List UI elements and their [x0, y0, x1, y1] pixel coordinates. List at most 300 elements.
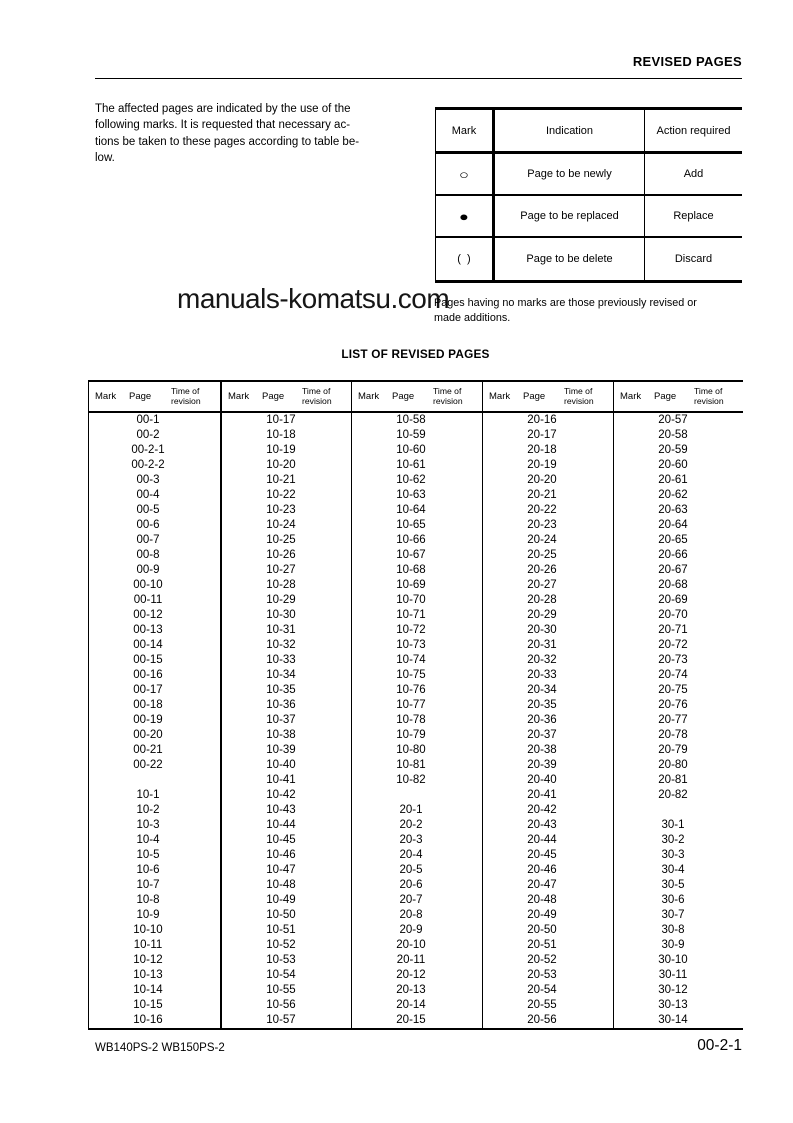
list-row — [352, 848, 482, 863]
page-number-cell: 10-23 — [266, 504, 296, 516]
page-number-cell: 20-59 — [658, 444, 688, 456]
page-number-cell: 00-9 — [136, 564, 160, 576]
page-number-cell: 10-39 — [266, 744, 296, 756]
list-row — [89, 968, 220, 983]
list-row — [89, 713, 220, 728]
list-row — [222, 878, 351, 893]
mark-column-header: Mark — [358, 391, 380, 402]
page-number-cell: 10-2 — [136, 804, 160, 816]
page-number-cell: 10-22 — [266, 489, 296, 501]
page-number-cell: 10-78 — [396, 714, 426, 726]
parentheses-mark: ( ) — [457, 253, 471, 265]
page-number-cell: 30-7 — [661, 909, 685, 921]
marks-legend-table — [435, 107, 742, 283]
mark-column-header: Mark — [95, 391, 117, 402]
page-number-cell: 30-11 — [658, 969, 688, 981]
list-row — [89, 563, 220, 578]
page-number-cell: 20-52 — [527, 954, 557, 966]
list-row — [352, 728, 482, 743]
page-number-cell: 10-75 — [396, 669, 426, 681]
list-row — [614, 503, 743, 518]
list-row — [614, 863, 743, 878]
list-row — [483, 818, 613, 833]
page-number-cell: 20-45 — [527, 849, 557, 861]
list-row — [614, 728, 743, 743]
list-row — [614, 668, 743, 683]
page-number-cell: 10-49 — [266, 894, 296, 906]
list-row — [483, 413, 613, 428]
list-row — [483, 728, 613, 743]
page-number-cell: 00-22 — [133, 759, 163, 771]
page-number-cell: 20-36 — [527, 714, 557, 726]
list-row — [352, 833, 482, 848]
list-rows — [352, 413, 482, 1028]
list-row — [222, 548, 351, 563]
marks-header-mark: Mark — [436, 110, 495, 151]
list-row — [614, 923, 743, 938]
page-number-cell: 20-70 — [658, 609, 688, 621]
list-row — [89, 548, 220, 563]
list-row — [614, 893, 743, 908]
page-number-cell: 10-18 — [266, 429, 296, 441]
list-row — [352, 608, 482, 623]
list-row — [483, 803, 613, 818]
page-number-cell: 10-31 — [266, 624, 296, 636]
page-number-cell: 20-18 — [527, 444, 557, 456]
list-row — [222, 848, 351, 863]
list-row — [352, 533, 482, 548]
page-number-cell: 20-22 — [527, 504, 557, 516]
list-row — [352, 968, 482, 983]
list-row — [352, 893, 482, 908]
page-number-cell: 20-58 — [658, 429, 688, 441]
page-number-cell: 30-8 — [661, 924, 685, 936]
page-number-cell: 30-12 — [658, 984, 688, 996]
page-number-cell: 20-11 — [396, 954, 426, 966]
page-number-cell: 10-66 — [396, 534, 426, 546]
page-number-cell: 00-4 — [136, 489, 160, 501]
list-row — [614, 938, 743, 953]
page-number-cell: 10-63 — [396, 489, 426, 501]
page-number-cell: 20-64 — [658, 519, 688, 531]
page-number-cell: 20-10 — [396, 939, 426, 951]
page-number-cell: 00-18 — [133, 699, 163, 711]
page-number-cell: 00-21 — [133, 744, 163, 756]
page-number-cell: 20-72 — [658, 639, 688, 651]
list-row — [483, 1013, 613, 1028]
page-number-cell: 10-6 — [136, 864, 160, 876]
page-number-cell: 10-16 — [133, 1014, 163, 1026]
page-number-cell: 10-69 — [396, 579, 426, 591]
list-row — [483, 563, 613, 578]
list-row — [483, 893, 613, 908]
page-number-cell: 20-32 — [527, 654, 557, 666]
note-line: Pages having no marks are those previously revised or — [434, 297, 697, 309]
page-number-cell: 20-43 — [527, 819, 557, 831]
list-row — [614, 908, 743, 923]
list-row — [222, 503, 351, 518]
page-number-cell: 20-77 — [658, 714, 688, 726]
note-line: made additions. — [434, 311, 511, 324]
page-number-cell: 30-9 — [661, 939, 685, 951]
page-number-cell: 10-30 — [266, 609, 296, 621]
list-column-group — [220, 382, 351, 1028]
page-number-cell: 20-2 — [399, 819, 423, 831]
page-number-cell: 20-44 — [527, 834, 557, 846]
list-row — [352, 953, 482, 968]
list-row — [222, 938, 351, 953]
list-row — [89, 443, 220, 458]
list-row — [89, 653, 220, 668]
page-number-cell: 20-26 — [527, 564, 557, 576]
list-row — [483, 458, 613, 473]
list-row — [222, 428, 351, 443]
page-number-cell: 10-11 — [133, 939, 163, 951]
page-number-cell: 20-40 — [527, 774, 557, 786]
list-row — [614, 1013, 743, 1028]
page-number-cell: 10-68 — [396, 564, 426, 576]
page-number-cell: 20-16 — [527, 414, 557, 426]
page-number-cell: 10-3 — [136, 819, 160, 831]
list-row — [483, 668, 613, 683]
page-number-cell: 20-41 — [527, 789, 557, 801]
page-number-cell: 10-47 — [266, 864, 296, 876]
page-number-cell: 00-17 — [133, 684, 163, 696]
list-row — [483, 968, 613, 983]
list-row — [352, 923, 482, 938]
list-row — [614, 968, 743, 983]
list-row — [222, 968, 351, 983]
model-codes: WB140PS-2 WB150PS-2 — [95, 1042, 225, 1054]
list-row — [222, 953, 351, 968]
page-number-cell: 20-57 — [658, 414, 688, 426]
list-row — [614, 653, 743, 668]
list-row — [614, 473, 743, 488]
list-row — [352, 788, 482, 803]
page-column-header: Page — [129, 391, 152, 402]
page-number-cell: 10-81 — [396, 759, 426, 771]
list-row — [222, 893, 351, 908]
list-row — [222, 923, 351, 938]
list-row — [352, 473, 482, 488]
list-row — [352, 998, 482, 1013]
list-row — [483, 878, 613, 893]
indication-text: Page to be replaced — [495, 196, 645, 236]
mark-column-header: Mark — [228, 391, 250, 402]
list-row — [352, 713, 482, 728]
page-number-cell: 10-40 — [266, 759, 296, 771]
list-row — [483, 623, 613, 638]
list-row — [483, 938, 613, 953]
page-number-cell: 10-41 — [266, 774, 296, 786]
page-number-cell: 20-81 — [658, 774, 688, 786]
page-number-cell: 00-19 — [133, 714, 163, 726]
list-row — [89, 773, 220, 788]
page-column-header: Page — [523, 391, 546, 402]
list-row — [89, 638, 220, 653]
list-row — [222, 698, 351, 713]
marks-header-action: Action required — [656, 124, 731, 137]
page-number-cell: 30-4 — [661, 864, 685, 876]
list-row — [89, 938, 220, 953]
page-number-cell: 20-79 — [658, 744, 688, 756]
list-row — [89, 728, 220, 743]
list-row — [352, 878, 482, 893]
page-number-cell: 20-12 — [396, 969, 426, 981]
page-number-cell: 10-26 — [266, 549, 296, 561]
list-row — [614, 803, 743, 818]
list-row — [352, 758, 482, 773]
list-row — [222, 473, 351, 488]
list-row — [222, 623, 351, 638]
list-row — [614, 563, 743, 578]
page-number-cell: 20-3 — [399, 834, 423, 846]
list-row — [222, 593, 351, 608]
page-number-cell: 10-60 — [396, 444, 426, 456]
page-number-cell: 10-48 — [266, 879, 296, 891]
list-row — [483, 788, 613, 803]
list-row — [352, 443, 482, 458]
page-number-cell: 10-61 — [396, 459, 426, 471]
page-number-cell: 10-10 — [133, 924, 163, 936]
page-number-cell: 10-4 — [136, 834, 160, 846]
page-number-cell: 20-54 — [527, 984, 557, 996]
page-number-cell: 10-76 — [396, 684, 426, 696]
list-row — [89, 518, 220, 533]
page-number-cell: 10-17 — [266, 414, 296, 426]
list-row — [222, 773, 351, 788]
page-number-cell: 00-3 — [136, 474, 160, 486]
list-row — [222, 668, 351, 683]
list-group-header — [483, 382, 613, 413]
filled-circle-icon: ● — [459, 208, 469, 224]
page-number-cell: 10-53 — [266, 954, 296, 966]
list-row — [614, 758, 743, 773]
page-number-cell: 10-71 — [396, 609, 426, 621]
page-number-cell: 20-19 — [527, 459, 557, 471]
page-number-cell: 10-28 — [266, 579, 296, 591]
list-row — [352, 548, 482, 563]
list-group-header — [222, 382, 351, 413]
list-column-group — [482, 382, 613, 1028]
page-number-cell: 20-21 — [527, 489, 557, 501]
list-row — [89, 683, 220, 698]
page-number-cell: 10-74 — [396, 654, 426, 666]
page-column-header: Page — [654, 391, 677, 402]
page-number-cell: 10-58 — [396, 414, 426, 426]
page-number-cell: 30-6 — [661, 894, 685, 906]
revised-pages-table — [88, 380, 743, 1030]
list-row — [352, 908, 482, 923]
marks-header-indication: Indication — [495, 110, 645, 151]
list-row — [483, 533, 613, 548]
list-row — [222, 818, 351, 833]
page-number-cell: 00-16 — [133, 669, 163, 681]
mark-column-header: Mark — [489, 391, 511, 402]
list-row — [222, 563, 351, 578]
list-row — [89, 848, 220, 863]
list-row — [614, 533, 743, 548]
page-number-cell: 10-33 — [266, 654, 296, 666]
page-number-cell: 10-21 — [266, 474, 296, 486]
page-number-cell: 20-29 — [527, 609, 557, 621]
list-row — [352, 683, 482, 698]
page-number-cell: 00-13 — [133, 624, 163, 636]
page-number-cell: 20-9 — [399, 924, 423, 936]
page-number-cell: 20-5 — [399, 864, 423, 876]
list-row — [222, 983, 351, 998]
list-row — [89, 758, 220, 773]
intro-paragraph — [95, 101, 395, 167]
list-row — [89, 878, 220, 893]
page-number-cell: 10-67 — [396, 549, 426, 561]
list-row — [352, 413, 482, 428]
list-row — [222, 1013, 351, 1028]
page-number-cell: 20-82 — [658, 789, 688, 801]
list-row — [89, 668, 220, 683]
list-row — [89, 893, 220, 908]
list-row — [89, 923, 220, 938]
list-row — [483, 638, 613, 653]
list-row — [89, 818, 220, 833]
page-number-cell: 20-24 — [527, 534, 557, 546]
list-row — [483, 653, 613, 668]
list-row — [89, 953, 220, 968]
page-number-cell: 10-46 — [266, 849, 296, 861]
page-number-cell: 30-2 — [661, 834, 685, 846]
list-row — [352, 578, 482, 593]
list-row — [352, 503, 482, 518]
list-row — [483, 773, 613, 788]
page-number-cell: 20-61 — [658, 474, 688, 486]
page-number-cell: 10-34 — [266, 669, 296, 681]
page-number-cell: 20-53 — [527, 969, 557, 981]
list-row — [89, 533, 220, 548]
page-number-cell: 20-30 — [527, 624, 557, 636]
list-group-header — [614, 382, 743, 413]
list-row — [222, 713, 351, 728]
list-row — [483, 548, 613, 563]
list-row — [614, 638, 743, 653]
list-row — [352, 668, 482, 683]
page-number-cell: 20-31 — [527, 639, 557, 651]
page-number-cell: 20-65 — [658, 534, 688, 546]
list-title: LIST OF REVISED PAGES — [341, 347, 490, 361]
page-number-cell: 20-80 — [658, 759, 688, 771]
list-row — [483, 473, 613, 488]
action-text: Discard — [674, 253, 713, 265]
list-row — [89, 593, 220, 608]
list-row — [352, 698, 482, 713]
list-row — [614, 878, 743, 893]
list-row — [222, 908, 351, 923]
list-row — [614, 953, 743, 968]
list-row — [352, 623, 482, 638]
page-number-cell: 10-59 — [396, 429, 426, 441]
list-row — [352, 458, 482, 473]
page-number-cell: 00-6 — [136, 519, 160, 531]
page-number-cell: 10-54 — [266, 969, 296, 981]
list-row — [89, 863, 220, 878]
list-row — [483, 983, 613, 998]
page-number-cell: 10-12 — [133, 954, 163, 966]
list-row — [483, 953, 613, 968]
list-row — [483, 488, 613, 503]
page-column-header: Page — [392, 391, 415, 402]
list-row — [89, 908, 220, 923]
list-row — [222, 683, 351, 698]
list-row — [222, 578, 351, 593]
list-row — [483, 848, 613, 863]
page-number-cell: 00-11 — [133, 594, 163, 606]
list-row — [483, 833, 613, 848]
page-number-cell: 00-8 — [136, 549, 160, 561]
page-number-cell: 10-19 — [266, 444, 296, 456]
list-row — [89, 623, 220, 638]
page-number-cell: 10-73 — [396, 639, 426, 651]
marks-table-row — [436, 196, 742, 238]
list-row — [222, 458, 351, 473]
page-number-cell: 10-79 — [396, 729, 426, 741]
page-number-cell: 10-27 — [266, 564, 296, 576]
page-number-cell: 10-72 — [396, 624, 426, 636]
page-number-cell: 30-1 — [661, 819, 685, 831]
list-rows — [614, 413, 743, 1028]
list-row — [614, 593, 743, 608]
list-group-header — [89, 382, 220, 413]
list-row — [614, 443, 743, 458]
list-row — [89, 698, 220, 713]
list-row — [89, 473, 220, 488]
page-number-cell: 20-68 — [658, 579, 688, 591]
page-number-cell: 10-44 — [266, 819, 296, 831]
list-row — [89, 1013, 220, 1028]
list-row — [614, 578, 743, 593]
list-row — [614, 683, 743, 698]
page-number-cell: 20-33 — [527, 669, 557, 681]
marks-table-row — [436, 154, 742, 196]
list-row — [222, 443, 351, 458]
page-number-cell: 10-36 — [266, 699, 296, 711]
list-row — [614, 428, 743, 443]
list-row — [352, 743, 482, 758]
page-number-cell: 00-12 — [133, 609, 163, 621]
intro-line: tions be taken to these pages according to table be- — [95, 135, 360, 148]
list-row — [89, 503, 220, 518]
time-of-revision-column-header: Time of revision — [302, 385, 332, 406]
list-row — [89, 608, 220, 623]
page-number-cell: 20-14 — [396, 999, 426, 1011]
list-row — [614, 623, 743, 638]
page-number-cell: 30-5 — [661, 879, 685, 891]
page-number-cell: 10-77 — [396, 699, 426, 711]
list-row — [483, 908, 613, 923]
list-row — [222, 788, 351, 803]
page-number-cell: 10-13 — [133, 969, 163, 981]
list-rows — [483, 413, 613, 1028]
list-row — [483, 518, 613, 533]
page-number-cell: 20-35 — [527, 699, 557, 711]
marks-table-header-row — [436, 110, 742, 154]
page-number-cell: 20-60 — [658, 459, 688, 471]
list-row — [222, 518, 351, 533]
list-row — [614, 488, 743, 503]
list-row — [222, 413, 351, 428]
page-number-cell: 00-2-1 — [131, 444, 165, 456]
list-row — [483, 503, 613, 518]
time-of-revision-column-header: Time of revision — [171, 385, 201, 406]
action-text: Replace — [673, 210, 714, 222]
